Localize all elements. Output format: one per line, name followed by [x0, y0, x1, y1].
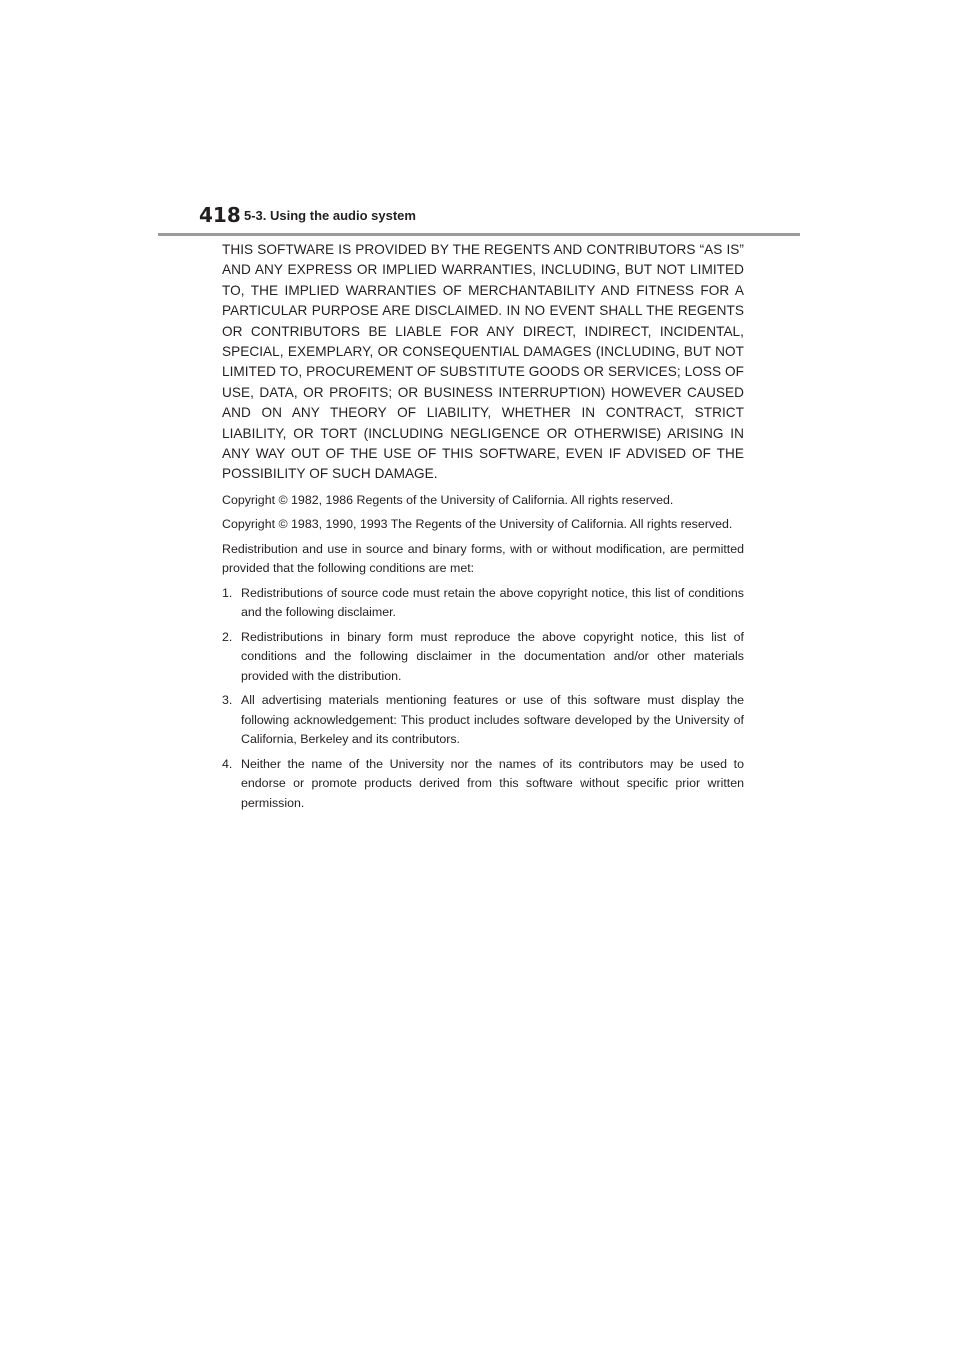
page-content — [222, 240, 744, 818]
redistribution-intro: Redistribution and use in source and binary forms, with or without modification, are permitted provided that the following conditions are met: — [222, 541, 744, 576]
section-title: 5-3. Using the audio system — [244, 208, 416, 223]
page-number: 418 — [199, 203, 241, 227]
copyright-notice-2: Copyright © 1983, 1990, 1993 The Regents of the University of California. All rights reserved. — [222, 517, 733, 532]
list-item-number: 3. — [222, 693, 233, 708]
copyright-notice-1: Copyright © 1982, 1986 Regents of the University of California. All rights reserved. — [222, 492, 674, 507]
list-item-number: 4. — [222, 756, 233, 771]
list-item-text: All advertising materials mentioning features or use of this software must display the following acknowledgement: This product includes software developed by the University of California, Berkeley and its contributors. — [241, 693, 744, 747]
list-item — [222, 755, 744, 814]
list-item — [222, 628, 744, 687]
list-item-number: 1. — [222, 585, 233, 600]
list-item-text: Redistributions in binary form must reproduce the above copyright notice, this list of conditions and the following disclaimer in the documentation and/or other materials provided with the distribution. — [241, 629, 744, 683]
warranty-disclaimer: THIS SOFTWARE IS PROVIDED BY THE REGENTS AND CONTRIBUTORS “AS IS” AND ANY EXPRESS OR IMPLIED WARRANTIES, INCLUDING, BUT NOT LIMITED TO, THE IMPLIED WARRANTIES OF MERCHANTABILITY AND FITNESS FOR A PARTICULAR PURPOSE ARE DISCLAIMED. IN NO EVENT SHALL THE REGENTS OR CONTRIBUTORS BE LIABLE FOR ANY DIRECT, INDIRECT, INCIDENTAL, SPECIAL, EXEMPLARY, OR CONSEQUENTIAL DAMAGES (INCLUDING, BUT NOT LIMITED TO, PROCUREMENT OF SUBSTITUTE GOODS OR SERVICES; LOSS OF USE, DATA, OR PROFITS; OR BUSINESS INTERRUPTION) HOWEVER CAUSED AND ON ANY THEORY OF LIABILITY, WHETHER IN CONTRACT, STRICT LIABILITY, OR TORT (INCLUDING NEGLIGENCE OR OTHERWISE) ARISING IN ANY WAY OUT OF THE USE OF THIS SOFTWARE, EVEN IF ADVISED OF THE POSSIBILITY OF SUCH DAMAGE. — [222, 242, 744, 482]
conditions-list — [222, 584, 744, 814]
list-item-text: Redistributions of source code must retain the above copyright notice, this list of conditions and the following disclaimer. — [241, 585, 744, 620]
list-item-text: Neither the name of the University nor the names of its contributors may be used to endorse or promote products derived from this software without specific prior written permission. — [241, 756, 744, 810]
header-divider — [158, 233, 800, 236]
list-item — [222, 691, 744, 750]
page-header — [199, 203, 799, 233]
list-item-number: 2. — [222, 629, 233, 644]
list-item — [222, 584, 744, 623]
